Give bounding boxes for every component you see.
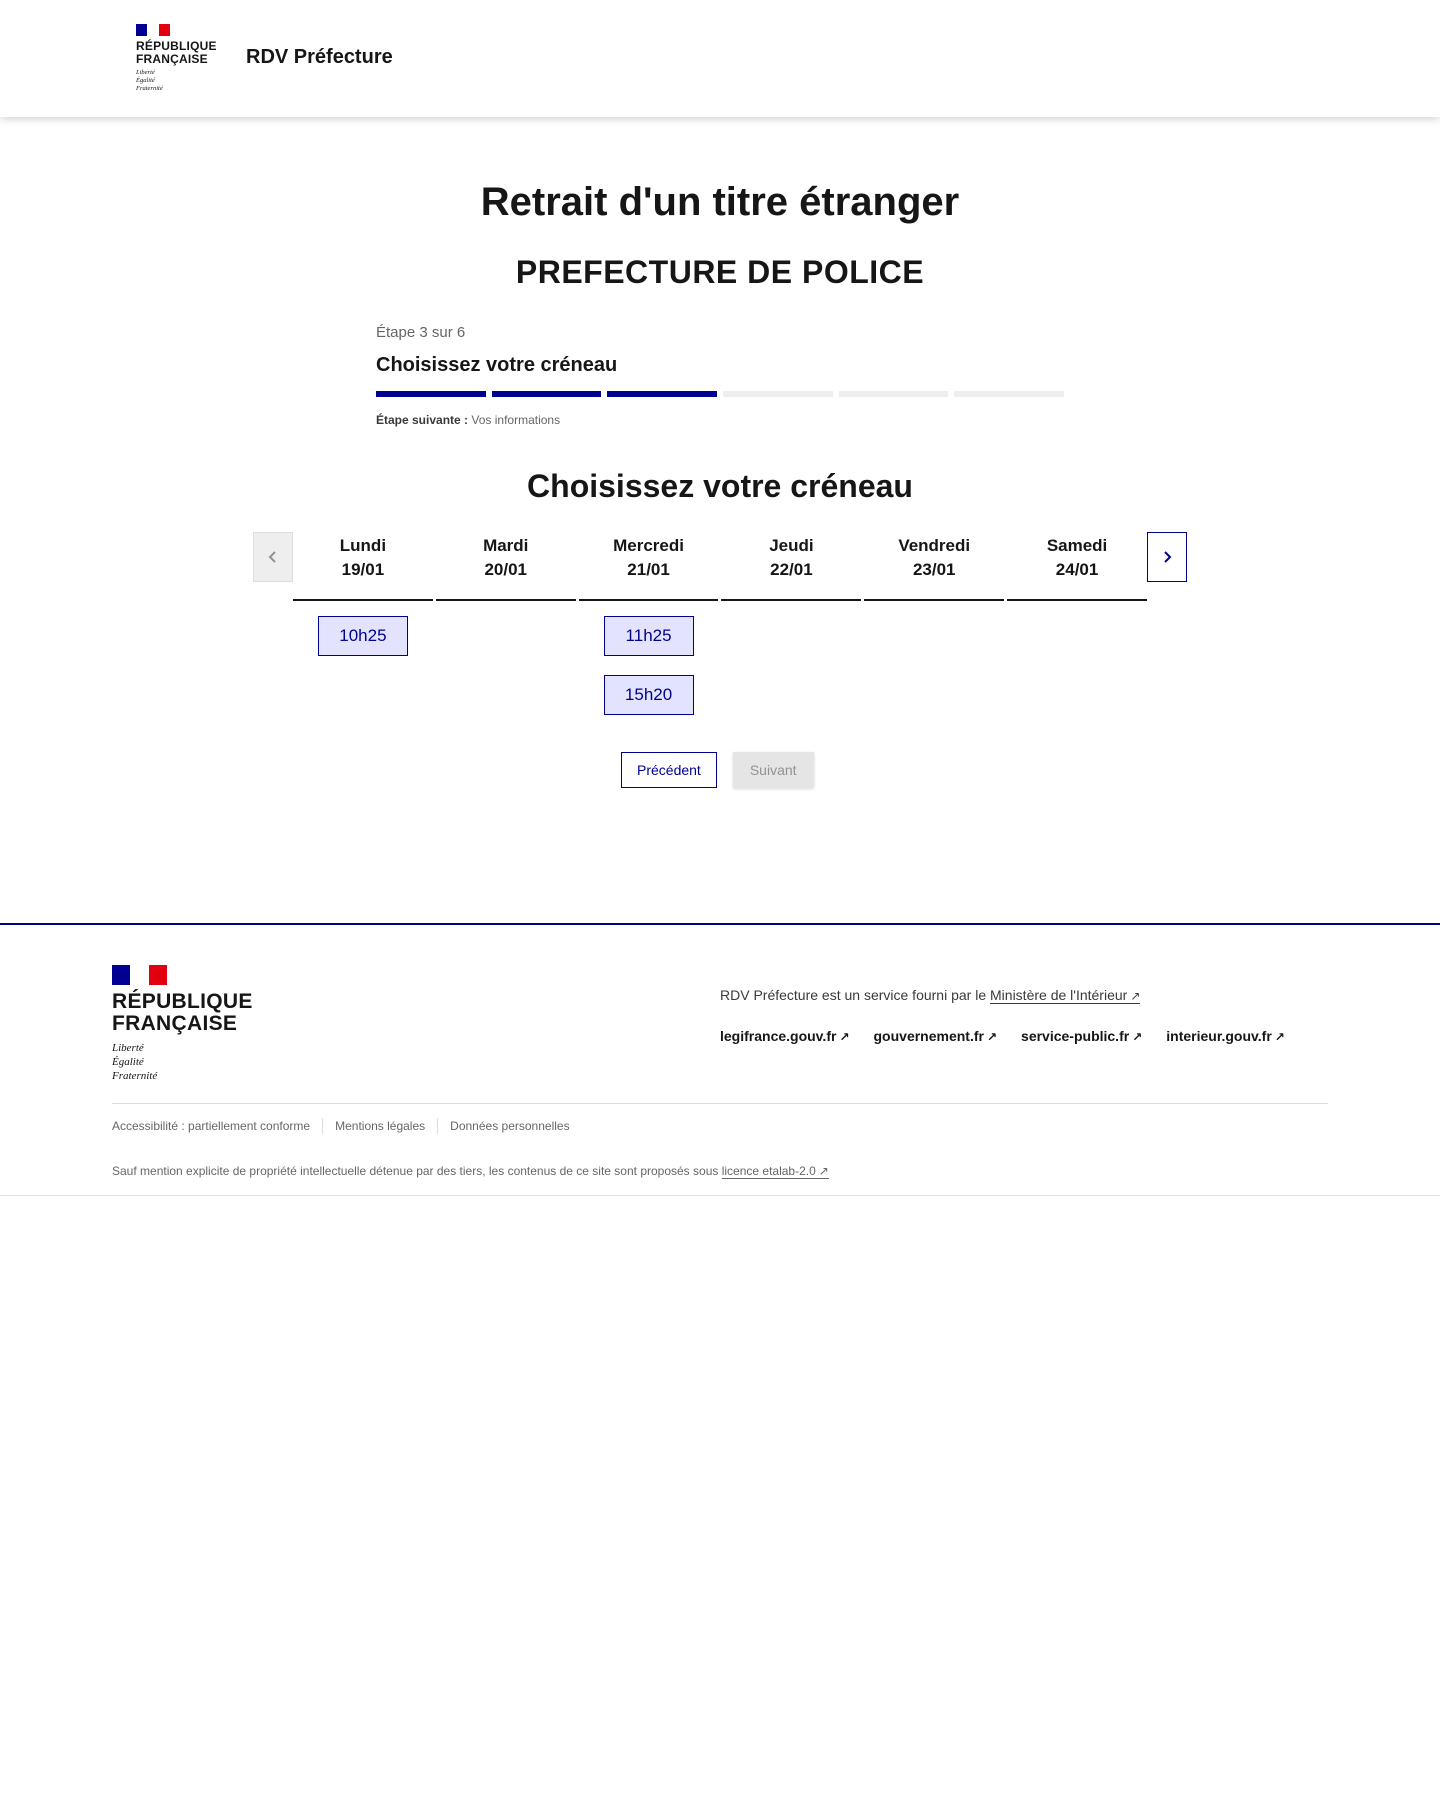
next-week-button[interactable] [1147, 532, 1187, 582]
footer-licence [112, 1164, 829, 1178]
calendar-title: Choisissez votre créneau [527, 468, 913, 504]
day-date: 19/01 [341, 560, 385, 579]
footer-bottom-divider [437, 1118, 438, 1134]
stepper-next [376, 413, 1064, 427]
footer-bottom-divider [322, 1118, 323, 1134]
day-header [721, 532, 861, 601]
site-header [0, 0, 1440, 117]
day-name: Vendredi [898, 536, 971, 555]
footer-republique-francaise-logo[interactable] [112, 965, 252, 1083]
form-actions [621, 752, 814, 788]
footer-links [720, 1028, 1285, 1044]
footer-logo-motto [112, 1041, 252, 1083]
stepper-bar [607, 391, 717, 397]
previous-week-button[interactable] [253, 532, 293, 582]
stepper-title: Choisissez votre créneau [376, 354, 618, 376]
external-link-icon: ↗ [1274, 1030, 1285, 1044]
day-date: 24/01 [1055, 560, 1099, 579]
motto-line3: Fraternité [136, 85, 163, 92]
stepper-bar [723, 391, 833, 397]
time-slot-button[interactable]: 15h20 [604, 675, 694, 715]
marianne-flag-icon [136, 24, 170, 36]
external-link-icon: ↗ [986, 1030, 998, 1044]
logo-text [136, 40, 218, 66]
motto-line1: Liberté [136, 69, 155, 76]
external-link-icon: ↗ [818, 1164, 829, 1178]
footer-bottom-link[interactable]: Accessibilité : partiellement conforme [112, 1119, 311, 1133]
footer-motto-line1: Liberté [112, 1042, 144, 1054]
footer-bottom-link[interactable]: Mentions légales [335, 1119, 426, 1133]
ministere-link[interactable] [990, 987, 1140, 1004]
day-column [721, 532, 861, 715]
day-date: 22/01 [770, 560, 813, 579]
footer-logo-text-line2: FRANÇAISE [112, 1012, 238, 1035]
footer-external-link[interactable] [1166, 1028, 1285, 1044]
footer-external-link[interactable] [874, 1028, 998, 1044]
time-slot-button[interactable]: 11h25 [604, 616, 694, 656]
logo-motto [136, 69, 218, 93]
stepper-bar [376, 391, 486, 397]
day-name: Mercredi [613, 536, 684, 555]
chevron-left-icon [267, 550, 279, 564]
marianne-flag-icon [112, 965, 167, 985]
stepper-bar [492, 391, 602, 397]
footer-bottom-links [112, 1118, 570, 1134]
stepper-next-label: Étape suivante : [376, 413, 469, 427]
page-title: Retrait d'un titre étranger [480, 180, 960, 224]
stepper-bar [839, 391, 949, 397]
day-header [436, 532, 576, 601]
chevron-right-icon [1161, 550, 1173, 564]
external-link-icon: ↗ [839, 1030, 850, 1044]
footer-logo-text [112, 991, 252, 1035]
page-subtitle: PREFECTURE DE POLICE [515, 254, 925, 290]
footer-motto-line3: Fraternité [112, 1070, 158, 1082]
day-column [579, 532, 719, 715]
footer-link-label: interieur.gouv.fr [1166, 1028, 1272, 1044]
day-date: 20/01 [484, 560, 528, 579]
ministere-link-label: Ministère de l'Intérieur [990, 987, 1128, 1003]
day-name: Mardi [483, 536, 529, 555]
footer-logo-text-line1: RÉPUBLIQUE [112, 990, 253, 1013]
day-slots [293, 616, 433, 656]
external-link-icon: ↗ [1132, 1030, 1143, 1044]
day-column [293, 532, 433, 715]
previous-button[interactable]: Précédent [621, 752, 717, 788]
motto-line2: Égalité [136, 77, 155, 84]
next-button[interactable]: Suivant [733, 752, 814, 788]
day-name: Samedi [1046, 536, 1108, 555]
day-header [1007, 532, 1147, 601]
footer-link-label: gouvernement.fr [873, 1028, 984, 1044]
stepper-progress [376, 391, 1064, 397]
day-name: Jeudi [769, 536, 814, 555]
day-date: 23/01 [912, 560, 956, 579]
day-column [1007, 532, 1147, 715]
stepper-state: Étape 3 sur 6 [376, 324, 466, 341]
day-name: Lundi [339, 536, 387, 555]
footer-external-link[interactable] [720, 1028, 850, 1044]
stepper-next-value: Vos informations [471, 413, 561, 427]
footer-bottom-link[interactable]: Données personnelles [450, 1119, 570, 1133]
day-column [436, 532, 576, 715]
logo-text-line1: RÉPUBLIQUE [136, 39, 217, 53]
stepper [376, 324, 1064, 427]
stepper-bar [954, 391, 1064, 397]
day-header [293, 532, 433, 601]
day-date: 21/01 [627, 560, 670, 579]
footer-motto-line2: Égalité [112, 1056, 144, 1068]
footer-desc-text: RDV Préfecture est un service fourni par le [720, 987, 991, 1003]
site-footer [0, 923, 1440, 1196]
footer-link-label: service-public.fr [1021, 1028, 1130, 1044]
licence-text: Sauf mention explicite de propriété intellectuelle détenue par des tiers, les contenus de ce site sont proposés sous [112, 1164, 722, 1178]
calendar-days [293, 532, 1147, 715]
service-title[interactable]: RDV Préfecture [246, 46, 393, 68]
day-header [579, 532, 719, 601]
footer-description [720, 987, 1140, 1003]
footer-link-label: legifrance.gouv.fr [720, 1028, 837, 1044]
day-slots [579, 616, 719, 715]
day-column [864, 532, 1004, 715]
external-link-icon: ↗ [1130, 989, 1141, 1003]
republique-francaise-logo[interactable] [136, 24, 218, 93]
day-header [864, 532, 1004, 601]
licence-link-label: licence etalab-2.0 [721, 1164, 816, 1178]
time-slot-button[interactable]: 10h25 [318, 616, 408, 656]
footer-divider [112, 1103, 1328, 1104]
logo-text-line2: FRANÇAISE [136, 52, 208, 66]
licence-link[interactable] [722, 1164, 829, 1179]
footer-external-link[interactable] [1021, 1028, 1142, 1044]
